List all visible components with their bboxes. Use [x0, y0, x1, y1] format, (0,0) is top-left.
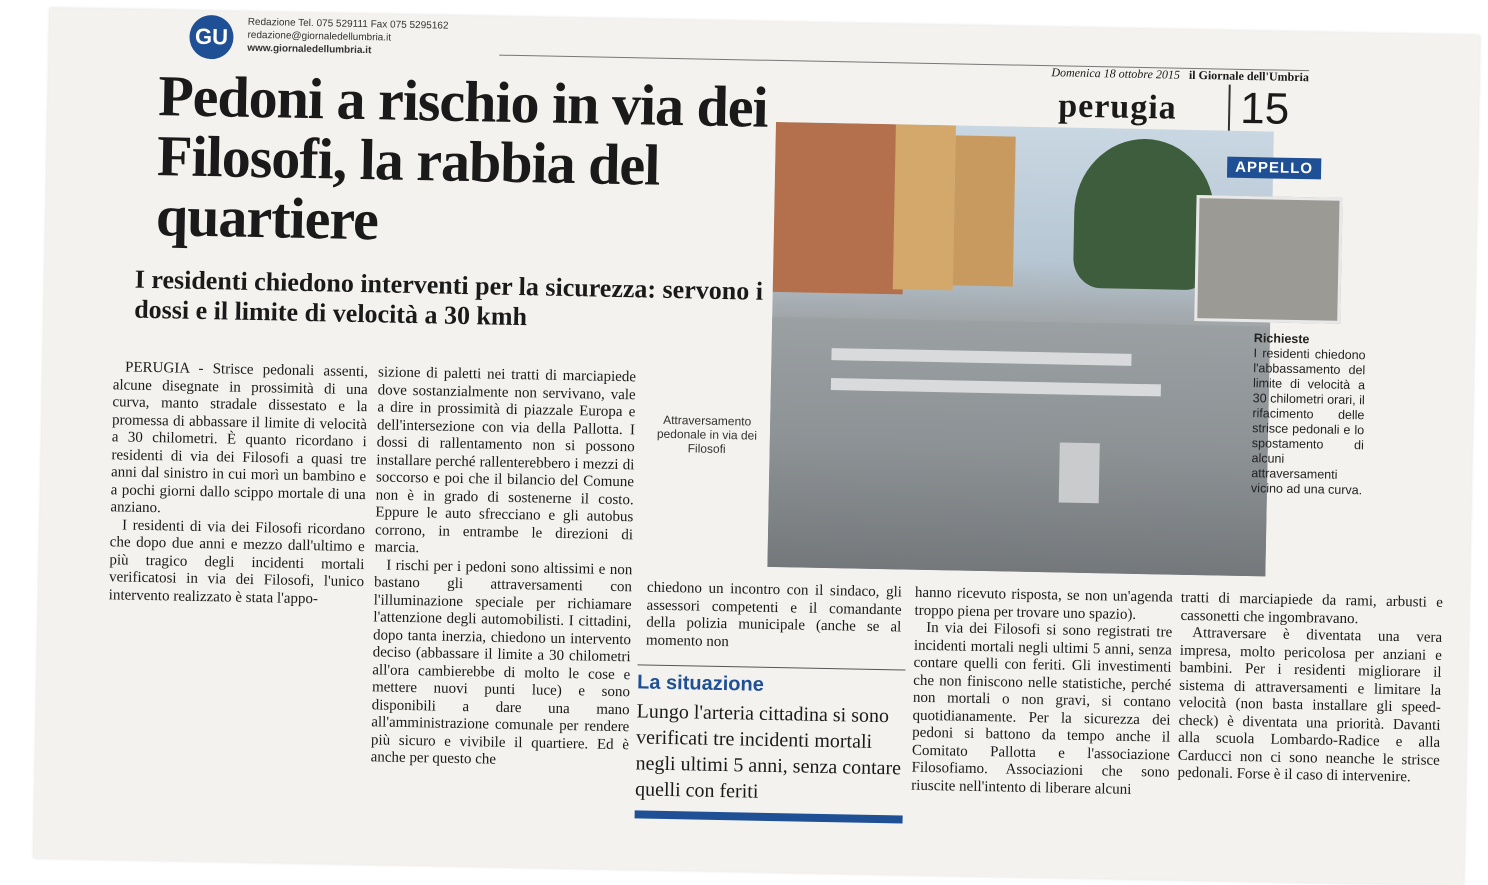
paragraph: Attraversare è diventata una vera impresa, molto pericolosa per anziani e bambini. Per i residenti migliorare il sistema di attraversamenti e limitare la velocità (non basta installare gli speed-check) è diventata una priorità. Davanti alla scuola Lombardo-Radice e alla Carducci non ci sono neanche le strisce pedonali. Forse è il caso di intervenire. [1177, 625, 1443, 786]
situazione-rule [637, 664, 905, 670]
issue-date: Domenica 18 ottobre 2015 [1051, 65, 1181, 82]
article-column-1 [109, 359, 369, 609]
article-column-5 [1177, 590, 1443, 787]
richieste-title: Richieste [1253, 331, 1310, 347]
situazione-body: Lungo l'arteria cittadina si sono verificati tre incidenti mortali negli ultimi 5 anni, senza contare quelli con feriti [634, 700, 902, 803]
paragraph: PERUGIA - Strisce pedonali assenti, alcune disegnate in prossimità di una curva, manto stradale dissestato e la promessa di abbassare il limite di velocità a 30 chilometri. È quanto ricordano i residenti di via dei Filosofi a quasi tre anni dal sinistro in cui morì un bambino e a pochi giorni dallo scippo mortale di una anziano. [110, 359, 369, 517]
paragraph: tratti di marciapiede da rami, arbusti e cassonetti che ingombravano. [1180, 589, 1443, 627]
contact-info [247, 16, 448, 59]
contact-website: www.giornaledellumbria.it [247, 42, 372, 57]
situazione-bar [635, 810, 903, 823]
contact-phone: Redazione Tel. 075 529111 Fax 075 5295162 [247, 16, 449, 32]
article-column-2 [370, 364, 636, 771]
crosswalk-stripe [831, 348, 1131, 366]
paragraph: I residenti di via dei Filosofi ricordano che dopo due anni e mezzo dall'ultimo e più tragico degli incidenti mortali verificatosi in via dei Filosofi, l'unico intervento realizzato è stata l'appo- [108, 516, 366, 607]
paragraph: In via dei Filosofi si sono registrati tre incidenti mortali negli ultimi 5 anni, senza contare quelli con feriti. Gli investimenti che non finiscono nelle statistiche, perché non mortali o non gravi, si contano quotidianamente. Per la sicurezza dei pedoni si battono da tempo anche il Comitato Pallotta e l'associazione Filosofiamo. Associazioni che sono riuscite nell'intento di liberare alcuni [911, 619, 1173, 798]
contact-email: redazione@giornaledellumbria.it [247, 29, 392, 44]
page-number: 15 [1228, 85, 1290, 134]
section-label: perugia [1057, 87, 1178, 127]
article-subtitle: I residenti chiedono interventi per la sicurezza: servono i dossi e il limite di velocità a 30 kmh [133, 264, 764, 332]
article-column-4 [911, 585, 1173, 800]
photo-caption: Attraversamento pedonale in via dei Filosofi [656, 412, 758, 457]
situazione-box [635, 664, 906, 823]
lane-marking [1059, 442, 1100, 503]
appello-badge: APPELLO [1227, 157, 1321, 180]
newspaper-logo: GU [189, 15, 234, 60]
road [767, 317, 1270, 577]
richieste-body: I residenti chiedono l'abbassamento del limite di velocità a 30 chilometri orari, il rifacimento delle strisce pedonali e lo spostamento di alcuni attraversamenti vicino ad una curva. [1250, 346, 1366, 498]
building [953, 135, 1016, 286]
inset-photo [1194, 195, 1342, 324]
paragraph: I rischi per i pedoni sono altissimi e non bastano gli attraversamenti con l'illuminazione speciale per richiamare l'attenzione degli automobilisti. I cittadini, dopo tanta inerzia, chiedono un intervento deciso (abbassare il limite a 30 chilometri all'ora cambierebbe di molto le cose e mettere nuovi punti luce) e sono disponibili a dare una mano all'amministrazione comunale per rendere più sicuro e vivibile il quartiere. Ed è anche per questo che [370, 557, 633, 768]
paragraph: chiedono un incontro con il sindaco, gli assessori competenti e il comandante della polizia municipale (anche se al momento non [645, 579, 903, 650]
crosswalk-stripe [831, 378, 1161, 396]
building [773, 122, 906, 294]
building [893, 124, 956, 290]
newspaper-page [34, 8, 1480, 885]
paragraph: hanno ricevuto risposta, se non un'agenda troppo piena per trovare uno spazio). [914, 584, 1174, 623]
paragraph: sizione di paletti nei tratti di marciapiede dove sostanzialmente non servivano, vale a dire in prossimità di piazzale Europa e dell'intersezione con via della Pallotta. I dossi di rallentamento non si possono installare perché rallenterebbero i mezzi di soccorso e poi che il bilancio del Comune non è in grado di sostenerne il costo. Eppure le auto sfrecciano e gli autobus corrono, in entrambe le direzioni di marcia. [374, 364, 637, 557]
article-column-3 [646, 580, 902, 655]
paper-name: il Giornale dell'Umbria [1188, 67, 1310, 85]
street-photo [767, 122, 1273, 576]
richieste-box [1251, 331, 1366, 498]
situazione-title: La situazione [636, 671, 765, 696]
article-headline: Pedoni a rischio in via dei Filosofi, la rabbia del quartiere [155, 63, 769, 253]
dateline [1051, 65, 1309, 85]
